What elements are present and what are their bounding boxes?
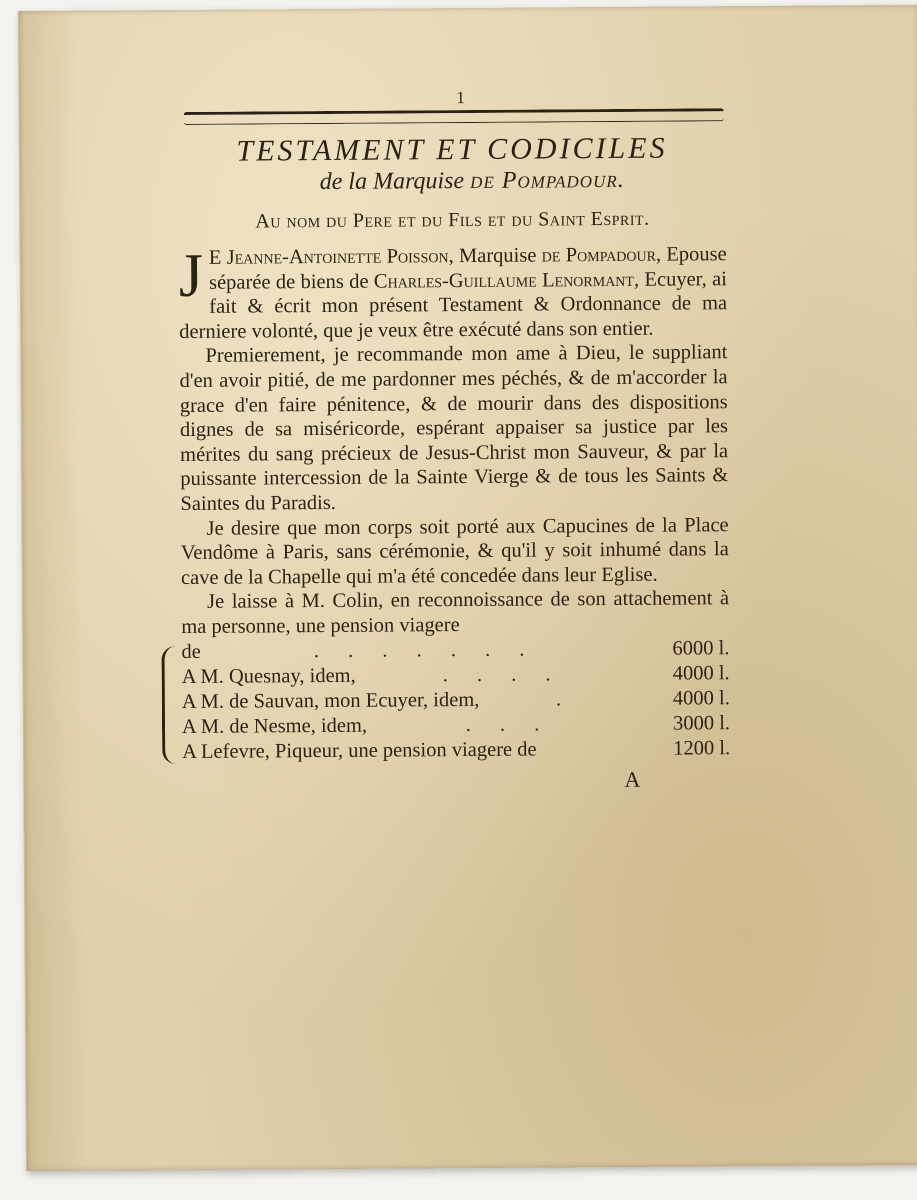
pension-dots: . bbox=[555, 687, 574, 710]
pension-label: de bbox=[181, 640, 201, 663]
pension-row bbox=[181, 636, 729, 665]
page-content bbox=[178, 86, 731, 795]
pension-label: A M. de Sauvan, mon Ecuyer, idem, bbox=[181, 688, 480, 713]
pension-amount: 4000 l. bbox=[672, 661, 730, 685]
page-edge-shadow bbox=[19, 11, 87, 1171]
paragraph-2: Premierement, je recommande mon ame à Dieu, le suppliant d'en avoir pitié, de me pardonner mes péchés, & de m'accorder la grace d'en faire pénitence, & de mourir dans des dispositions dignes de sa miséricorde, espérant appaiser sa justice par les mérites du sang précieux de Jesus-Christ mon Sauveur, & par la puissante intercession de la Sainte Vierge & de tous les Saints & Saintes du Paradis. bbox=[179, 341, 729, 515]
pension-label: A M. de Nesme, idem, bbox=[181, 714, 368, 738]
paragraph-1-text-b: , Epouse séparée de biens de bbox=[208, 243, 727, 294]
subtitle-prefix: de la Marquise bbox=[319, 167, 471, 196]
pension-amount: 6000 l. bbox=[672, 636, 730, 660]
pension-row bbox=[182, 711, 730, 740]
paragraph-1-text-c: , Ecuyer, ai fait & écrit mon présent Testament & Ordonnance de ma derniere volonté, que je veux être exécuté dans son entier. bbox=[179, 267, 728, 343]
document-subtitle bbox=[218, 165, 726, 197]
pension-list bbox=[181, 636, 730, 765]
pension-amount: 1200 l. bbox=[673, 736, 731, 760]
testator-name: E Jeanne-Antoinette Poisson bbox=[208, 245, 449, 269]
document-title: TESTAMENT ET CODICILES bbox=[236, 131, 668, 168]
paragraph-3: Je desire que mon corps soit porté aux Capucines de la Place Vendôme à Paris, sans cérémonie, & qu'il y soit inhumé dans la cave de la Chapelle qui m'a été concedée dans leur Eglise. bbox=[180, 513, 729, 589]
signature-mark: A bbox=[624, 766, 641, 792]
invocation-line: Au nom du Pere et du Fils et du Saint Esprit. bbox=[255, 207, 650, 233]
pension-label: A M. Quesnay, idem, bbox=[181, 664, 356, 688]
pension-amount: 3000 l. bbox=[672, 711, 731, 735]
testament-body bbox=[179, 242, 731, 795]
pension-row bbox=[182, 736, 730, 765]
pension-amount: 4000 l. bbox=[672, 686, 730, 710]
paragraph-1 bbox=[179, 242, 728, 344]
pension-label: A Lefevre, Piqueur, une pension viagere de bbox=[182, 738, 537, 763]
pension-row bbox=[182, 661, 730, 690]
drop-cap: J bbox=[178, 241, 204, 311]
paragraph-4: Je laisse à M. Colin, en reconnoissance de son attachement à ma personne, une pension viagere bbox=[181, 587, 730, 638]
subtitle-name: de Pompadour. bbox=[470, 166, 625, 194]
document-page bbox=[18, 5, 917, 1171]
pension-dots: . . . bbox=[465, 712, 552, 736]
page-number: 1 bbox=[456, 88, 465, 108]
pension-dots: . . . . . . . bbox=[313, 638, 537, 662]
header-rule bbox=[184, 108, 724, 125]
testator-title: de Pompadour bbox=[541, 243, 657, 267]
paragraph-1-text-a: , Marquise bbox=[448, 244, 542, 268]
brace-mark bbox=[161, 646, 179, 764]
pension-row bbox=[182, 686, 730, 715]
pension-dots: . . . . bbox=[442, 662, 563, 686]
husband-name: Charles-Guillaume Lenormant bbox=[373, 268, 635, 293]
